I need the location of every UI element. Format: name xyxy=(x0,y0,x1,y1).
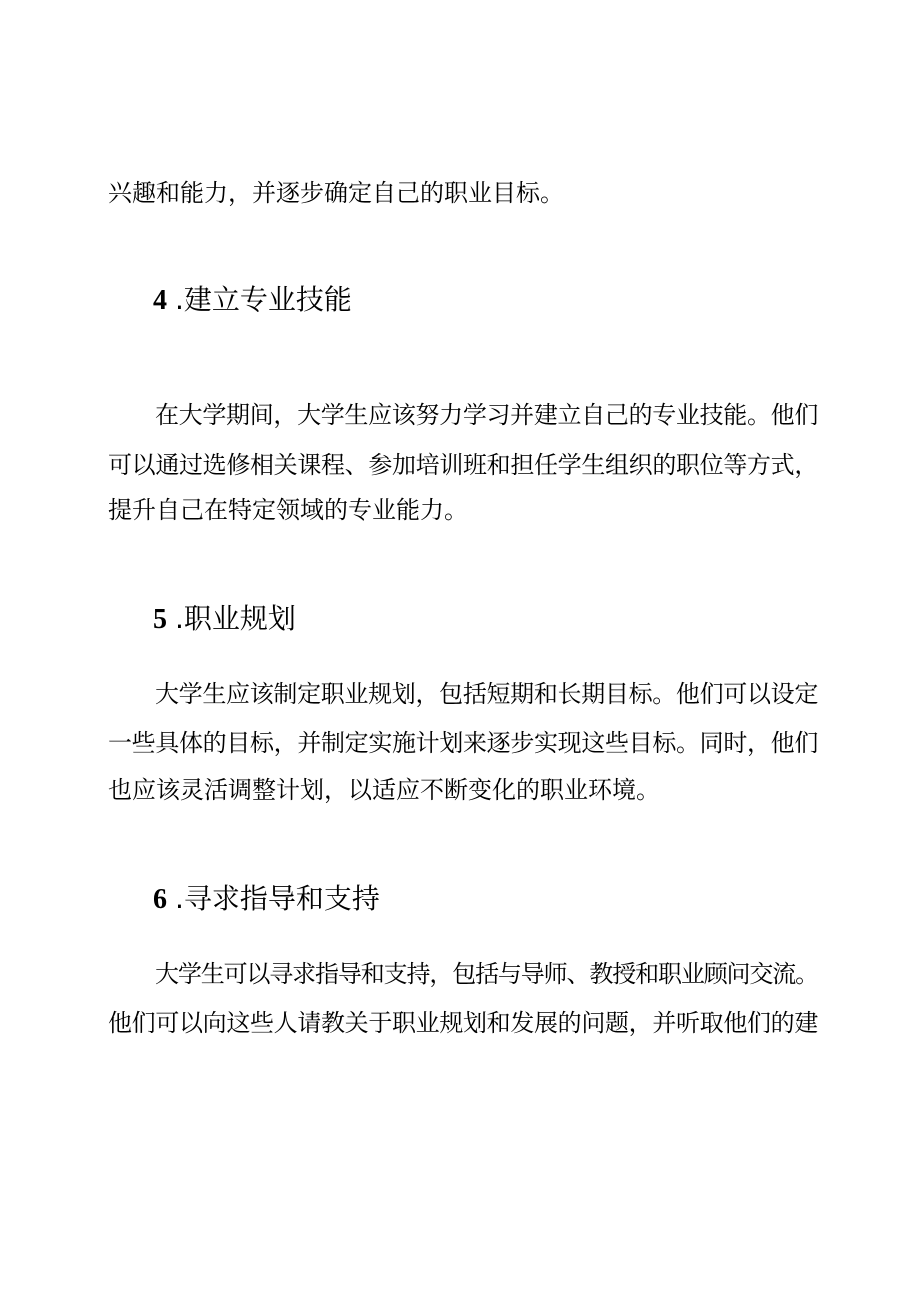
section-number: 4 xyxy=(153,285,167,316)
paragraph-line: 也应该灵活调整计划，以适应不断变化的职业环境。 xyxy=(108,776,660,804)
paragraph-line: 一些具体的目标，并制定实施计划来逐步实现这些目标。同时，他们 xyxy=(108,729,818,757)
section-heading-4 xyxy=(153,283,352,318)
paragraph-line: 在大学期间，大学生应该努力学习并建立自己的专业技能。他们 xyxy=(155,401,818,429)
section-title: .职业规划 xyxy=(175,602,296,635)
section-heading-6 xyxy=(153,882,380,917)
section-title: .建立专业技能 xyxy=(175,283,352,316)
continuation-line: 兴趣和能力，并逐步确定自己的职业目标。 xyxy=(108,179,564,207)
section-number: 6 xyxy=(153,884,167,915)
paragraph-line: 大学生应该制定职业规划，包括短期和长期目标。他们可以设定 xyxy=(155,680,818,708)
section-number: 5 xyxy=(153,604,167,635)
paragraph-line: 提升自己在特定领域的专业能力。 xyxy=(108,496,468,524)
section-title: .寻求指导和支持 xyxy=(175,882,380,915)
paragraph-line: 可以通过选修相关课程、参加培训班和担任学生组织的职位等方式， xyxy=(108,451,818,479)
paragraph-line: 他们可以向这些人请教关于职业规划和发展的问题，并听取他们的建 xyxy=(108,1009,818,1037)
paragraph-line: 大学生可以寻求指导和支持，包括与导师、教授和职业顾问交流。 xyxy=(155,960,818,988)
section-heading-5 xyxy=(153,602,296,637)
